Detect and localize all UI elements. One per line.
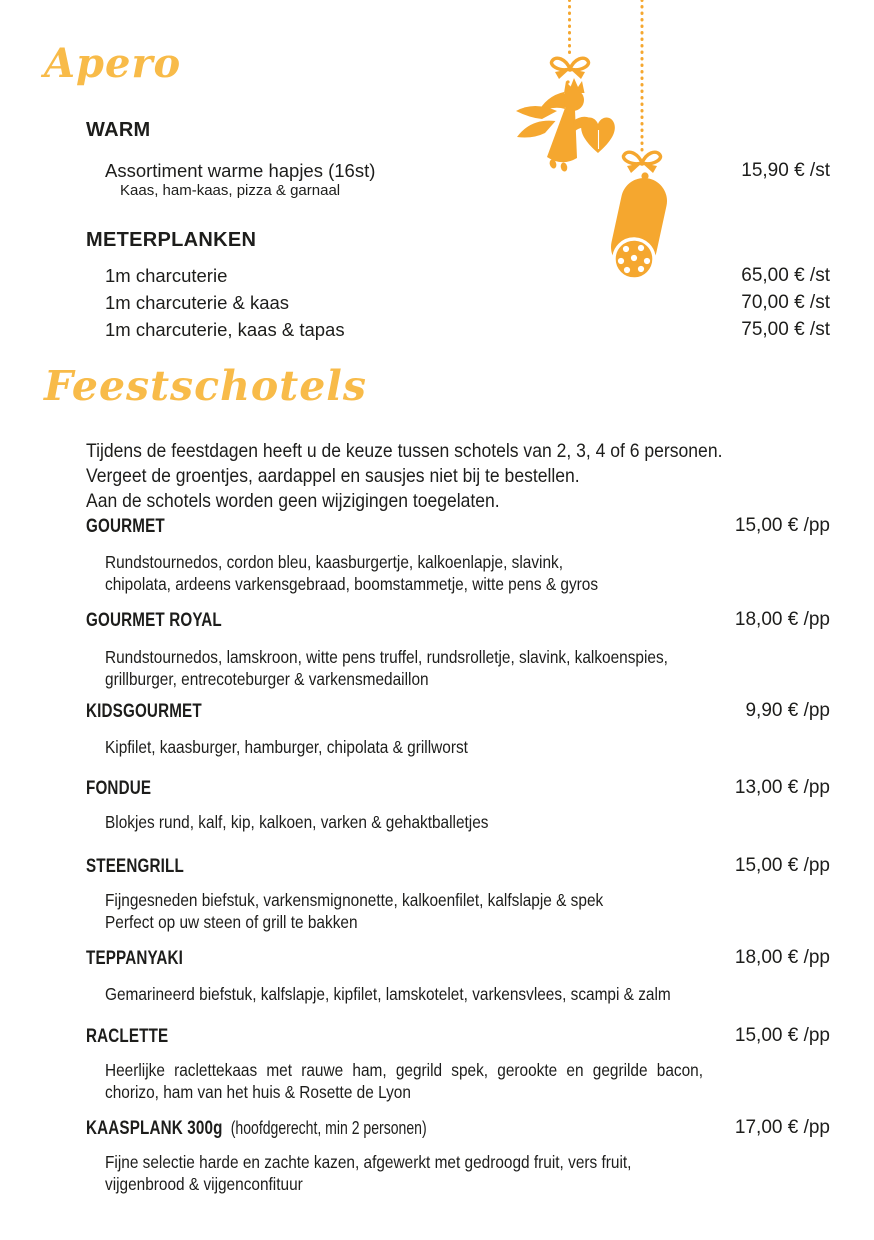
dish-price: 13,00 € /pp [734, 777, 830, 798]
apero-section-title: Apero [44, 40, 182, 87]
dish-header-row [86, 1024, 830, 1050]
description-line: chorizo, ham van het huis & Rosette de Lyon [105, 1082, 411, 1102]
item-name: 1m charcuterie [105, 265, 228, 286]
dish-price: 9,90 € /pp [745, 700, 830, 721]
intro-line: Vergeet de groentjes, aardappel en sausjes niet bij te bestellen. [86, 465, 580, 487]
salami-ornament-icon [614, 172, 654, 279]
dish-header-row [86, 514, 830, 540]
description-line: Rundstournedos, cordon bleu, kaasburgertje, kalkoenlapje, slavink, [105, 552, 564, 572]
intro-line: Tijdens de feestdagen heeft u de keuze tussen schotels van 2, 3, 4 of 6 personen. [86, 440, 723, 462]
dish-description [105, 646, 668, 690]
dish-description [105, 551, 598, 595]
dish-price: 15,00 € /pp [734, 855, 830, 876]
ribbon-bow-icon [551, 58, 588, 79]
dish-name: GOURMET [86, 515, 165, 537]
description-line: Heerlijke raclettekaas met rauwe ham, gegrild spek, gerookte en gegrilde bacon, [105, 1060, 704, 1080]
dish-price: 15,00 € /pp [734, 1025, 830, 1046]
item-name: Assortiment warme hapjes (16st) [105, 160, 376, 181]
description-line: Blokjes rund, kalf, kip, kalkoen, varken & gehaktballetjes [105, 812, 489, 832]
dish-name: KIDSGOURMET [86, 700, 202, 722]
dish-header-row [86, 776, 830, 802]
dish-description [105, 983, 671, 1005]
christmas-ornaments [500, 0, 680, 300]
item-price: 65,00 € /st [741, 265, 830, 286]
item-price: 75,00 € /st [741, 319, 830, 340]
description-line: grillburger, entrecoteburger & varkensmedaillon [105, 669, 429, 689]
item-price: 70,00 € /st [741, 292, 830, 313]
heart-icon [581, 117, 615, 153]
dish-description [105, 1151, 631, 1195]
intro-line: Aan de schotels worden geen wijzigingen toegelaten. [86, 490, 500, 512]
menu-item-row [105, 319, 830, 343]
description-line: Fijne selectie harde en zachte kazen, afgewerkt met gedroogd fruit, vers fruit, [105, 1152, 632, 1172]
warm-heading: WARM [86, 119, 151, 141]
dish-header-row [86, 608, 830, 634]
dish-description [105, 736, 468, 758]
dish-description [105, 811, 489, 833]
dish-name: FONDUE [86, 777, 152, 799]
description-line: chipolata, ardeens varkensgebraad, boomstammetje, witte pens & gyros [105, 574, 599, 594]
item-price: 15,90 € /st [741, 160, 830, 181]
dish-note: (hoofdgerecht, min 2 personen) [230, 1118, 427, 1138]
meterplanken-heading: METERPLANKEN [86, 229, 257, 251]
dish-description [105, 1059, 703, 1103]
menu-item-row [105, 265, 830, 289]
dish-header-row [86, 699, 830, 725]
dish-price: 18,00 € /pp [734, 947, 830, 968]
dish-header-row [86, 1116, 830, 1142]
menu-item-row [105, 292, 830, 316]
dish-price: 18,00 € /pp [734, 609, 830, 630]
dish-name: KAASPLANK 300g [86, 1117, 223, 1139]
description-line: Kipfilet, kaasburger, hamburger, chipolata & grillworst [105, 737, 468, 757]
description-line: Fijngesneden biefstuk, varkensmignonette, kalkoenfilet, kalfslapje & spek [105, 890, 604, 910]
item-subtext: Kaas, ham-kaas, pizza & garnaal [120, 182, 341, 199]
description-line: Gemarineerd biefstuk, kalfslapje, kipfilet, lamskotelet, varkensvlees, scampi & zalm [105, 984, 671, 1004]
item-name: 1m charcuterie, kaas & tapas [105, 319, 345, 340]
dish-price: 15,00 € /pp [734, 515, 830, 536]
dish-price: 17,00 € /pp [734, 1117, 830, 1138]
dish-header-row [86, 946, 830, 972]
dish-description [105, 889, 603, 933]
menu-item-row [105, 160, 830, 184]
dish-name: RACLETTE [86, 1025, 169, 1047]
description-line: Rundstournedos, lamskroon, witte pens truffel, rundsrolletje, slavink, kalkoenspies, [105, 647, 668, 667]
dish-name: GOURMET ROYAL [86, 609, 222, 631]
dish-name: TEPPANYAKI [86, 947, 184, 969]
description-line: vijgenbrood & vijgenconfituur [105, 1174, 303, 1194]
dish-header-row [86, 854, 830, 880]
item-name: 1m charcuterie & kaas [105, 292, 290, 313]
description-line: Perfect op uw steen of grill te bakken [105, 912, 358, 932]
feestschotels-section-title: Feestschotels [44, 362, 367, 410]
dish-name: STEENGRILL [86, 855, 184, 877]
intro-text [86, 439, 722, 514]
